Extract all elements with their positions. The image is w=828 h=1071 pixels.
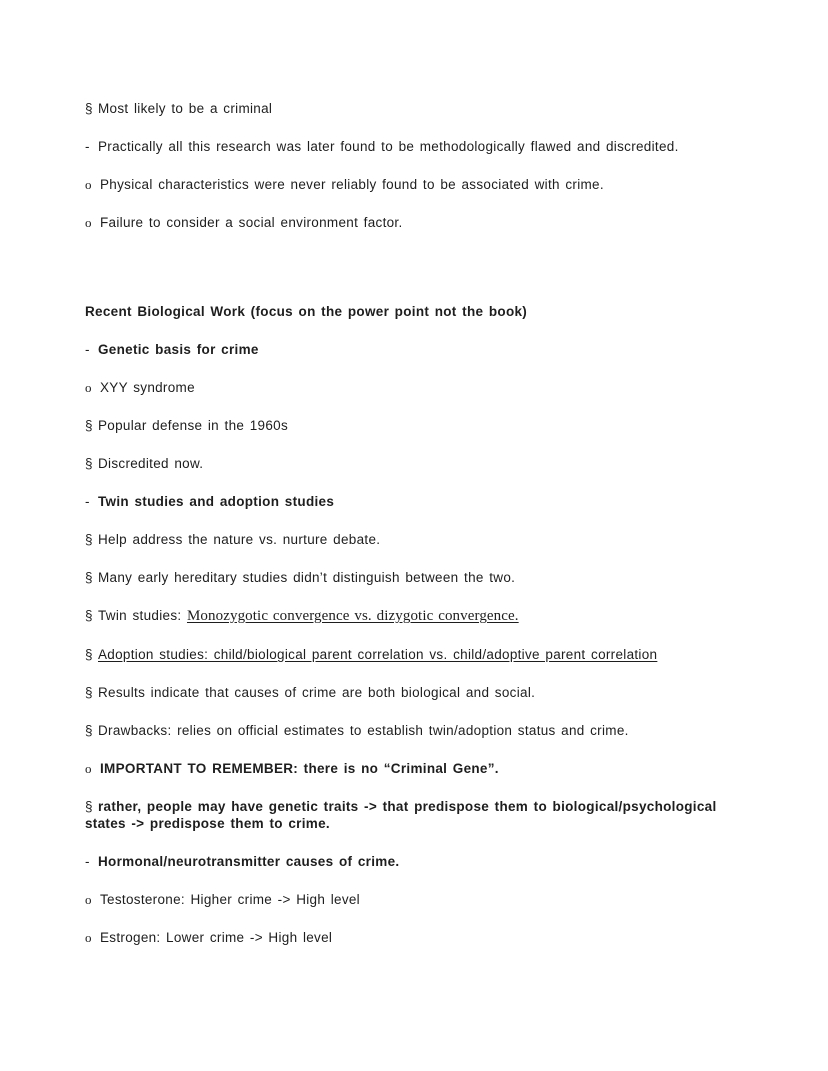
list-item (85, 853, 745, 870)
list-item (85, 798, 745, 832)
text-segment: Discredited now. (98, 456, 204, 471)
list-item (85, 341, 745, 358)
bullet-marker: o (85, 380, 92, 395)
bullet-marker: - (85, 854, 90, 869)
text-segment: Failure to consider a social environment factor. (100, 215, 403, 230)
bullet-marker: § (85, 647, 93, 662)
text-segment: Twin studies and adoption studies (98, 494, 335, 509)
bullet-marker: § (85, 723, 93, 738)
bullet-marker: § (85, 456, 93, 471)
bullet-marker: § (85, 608, 93, 623)
text-segment: Genetic basis for crime (98, 342, 259, 357)
text-segment: Help address the nature vs. nurture debate. (98, 532, 381, 547)
bullet-marker: § (85, 685, 93, 700)
list-item (85, 493, 745, 510)
list-item (85, 138, 745, 155)
text-segment: rather, people may have genetic traits -> that predispose them to biological/psychological (98, 799, 717, 814)
text-segment: IMPORTANT TO REMEMBER: there is no “Criminal Gene”. (100, 761, 499, 776)
list-item (85, 891, 745, 908)
list-item (85, 379, 745, 396)
text-segment: Testosterone: Higher crime -> High level (100, 892, 360, 907)
list-item (85, 722, 745, 739)
list-item (85, 607, 745, 625)
list-item (85, 929, 745, 946)
text-segment: Twin studies: (98, 608, 187, 623)
list-item (85, 100, 745, 117)
text-segment: Adoption studies: child/biological parent correlation vs. child/adoptive parent correlation (98, 647, 658, 662)
text-segment: Drawbacks: relies on official estimates to establish twin/adoption status and crime. (98, 723, 629, 738)
list-item (85, 760, 745, 777)
bullet-marker: § (85, 532, 93, 547)
list-item (85, 684, 745, 701)
list-item (85, 646, 745, 663)
list-item (85, 417, 745, 434)
bullet-marker: o (85, 761, 92, 776)
text-segment: Practically all this research was later found to be methodologically flawed and discredited. (98, 139, 679, 154)
bullet-marker: § (85, 418, 93, 433)
bullet-marker: o (85, 177, 92, 192)
bullet-marker: § (85, 101, 93, 116)
list-item (85, 176, 745, 193)
text-segment: Monozygotic convergence vs. dizygotic convergence. (186, 608, 519, 624)
bullet-marker: o (85, 892, 92, 907)
text-segment: Estrogen: Lower crime -> High level (100, 930, 333, 945)
section-heading (85, 303, 745, 320)
list-item (85, 455, 745, 472)
list-item (85, 214, 745, 231)
bullet-marker: o (85, 930, 92, 945)
notes-document (85, 100, 745, 967)
text-segment: Popular defense in the 1960s (98, 418, 289, 433)
list-item (85, 531, 745, 548)
bullet-marker: § (85, 570, 93, 585)
bullet-marker: o (85, 215, 92, 230)
text-segment: Hormonal/neurotransmitter causes of crime. (98, 854, 400, 869)
text-segment: Most likely to be a criminal (98, 101, 273, 116)
bullet-marker: § (85, 799, 93, 814)
text-segment: Recent Biological Work (focus on the power point not the book) (85, 304, 528, 319)
text-segment: Physical characteristics were never reliably found to be associated with crime. (100, 177, 604, 192)
text-segment: states -> predispose them to crime. (85, 816, 330, 831)
text-segment: Results indicate that causes of crime are both biological and social. (98, 685, 536, 700)
text-segment: XYY syndrome (100, 380, 195, 395)
text-segment: Many early hereditary studies didn’t distinguish between the two. (98, 570, 516, 585)
bullet-marker: - (85, 494, 90, 509)
bullet-marker: - (85, 342, 90, 357)
list-item (85, 569, 745, 586)
bullet-marker: - (85, 139, 90, 154)
